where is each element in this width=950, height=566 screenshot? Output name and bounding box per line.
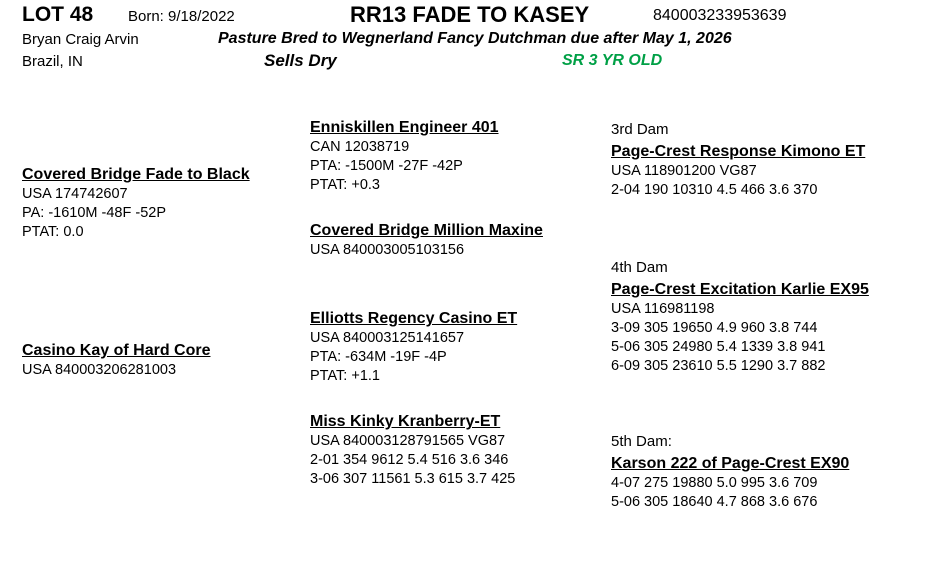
pedigree-fifth-dam-name: Karson 222 of Page-Crest EX90 [611,455,850,472]
pedigree-dam-sire-line-0: USA 840003125141657 [310,330,465,346]
pedigree-sire-sire-line-1: PTA: -1500M -27F -42P [310,158,463,174]
pedigree-sire-sire-line-2: PTAT: +0.3 [310,177,380,193]
pedigree-fifth-dam-line-0: 4-07 275 19880 5.0 995 3.6 709 [611,475,818,491]
pedigree-dam-sire-line-2: PTAT: +1.1 [310,368,380,384]
pedigree-dam-dam-line-2: 3-06 307 11561 5.3 615 3.7 425 [310,471,516,487]
pedigree-sire-line-2: PTAT: 0.0 [22,224,84,240]
pedigree-dam-dam-line-0: USA 840003128791565 VG87 [310,433,506,449]
pedigree-dam-sire-line-1: PTA: -634M -19F -4P [310,349,447,365]
pedigree-dam-sire [310,308,600,386]
pedigree-fourth-dam-line-2: 5-06 305 24980 5.4 1339 3.8 941 [611,339,826,355]
pedigree-sire-sire-name: Enniskillen Engineer 401 [310,119,499,136]
pedigree-fourth-dam-name: Page-Crest Excitation Karlie EX95 [611,281,869,298]
pedigree-fourth-dam [611,257,941,376]
sells-status: Sells Dry [264,51,337,70]
pedigree-fourth-dam-line-3: 6-09 305 23610 5.5 1290 3.7 882 [611,358,826,374]
pedigree-third-dam [611,119,941,200]
animal-name: RR13 FADE TO KASEY [350,2,590,27]
pedigree-sire [22,164,322,242]
pedigree-fifth-dam-line-1: 5-06 305 18640 4.7 868 3.6 676 [611,494,818,510]
pedigree-third-dam-line-0: USA 118901200 VG87 [611,163,757,179]
pedigree-sire-line-1: PA: -1610M -48F -52P [22,205,166,221]
pedigree-sire-sire [310,117,600,195]
owner-location: Brazil, IN [22,53,83,70]
owner-name: Bryan Craig Arvin [22,31,139,48]
pedigree-sire-dam-name: Covered Bridge Million Maxine [310,222,543,239]
pedigree-dam-sire-name: Elliotts Regency Casino ET [310,310,518,327]
pedigree-dam-dam-name: Miss Kinky Kranberry-ET [310,413,501,430]
pedigree-fourth-dam-line-0: USA 116981198 [611,301,715,317]
pedigree-dam [22,340,322,380]
registration-id: 840003233953639 [653,7,787,24]
age-class-badge: SR 3 YR OLD [562,52,663,69]
pedigree-sire-dam [310,220,610,260]
pedigree-fifth-dam-heading: 5th Dam: [611,433,672,450]
pedigree-third-dam-line-1: 2-04 190 10310 4.5 466 3.6 370 [611,182,818,198]
pedigree-dam-name: Casino Kay of Hard Core [22,342,211,359]
pedigree-dam-dam [310,411,600,489]
service-info: Pasture Bred to Wegnerland Fancy Dutchman due after May 1, 2026 [218,30,732,47]
pedigree-sire-line-0: USA 174742607 [22,186,128,202]
pedigree-dam-dam-line-1: 2-01 354 9612 5.4 516 3.6 346 [310,452,509,468]
birth-date: Born: 9/18/2022 [128,8,235,25]
pedigree-third-dam-name: Page-Crest Response Kimono ET [611,143,866,160]
lot-number: LOT 48 [22,3,94,26]
pedigree-sire-sire-line-0: CAN 12038719 [310,139,410,155]
pedigree-sire-name: Covered Bridge Fade to Black [22,166,250,183]
pedigree-third-dam-heading: 3rd Dam [611,121,669,138]
pedigree-fifth-dam [611,431,941,512]
pedigree-dam-line-0: USA 840003206281003 [22,362,177,378]
pedigree-sire-dam-line-0: USA 840003005103156 [310,242,465,258]
pedigree-fourth-dam-line-1: 3-09 305 19650 4.9 960 3.8 744 [611,320,818,336]
lot-header [0,0,950,86]
pedigree-fourth-dam-heading: 4th Dam [611,259,668,276]
